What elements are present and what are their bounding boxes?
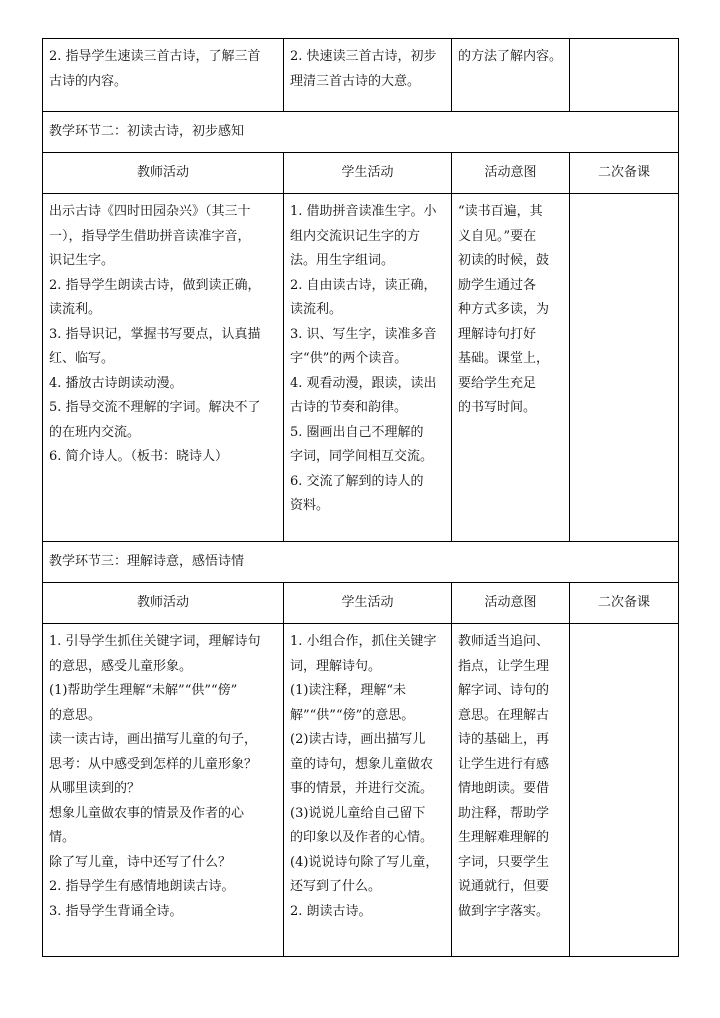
text-line: 1. 借助拼音读准生字。小 [290, 204, 437, 219]
text-line: 的意思。 [49, 707, 102, 723]
header-student-activity: 学生活动 [284, 153, 452, 194]
text-line: 词，理解诗句。 [290, 658, 382, 674]
teacher-activity-cell [43, 194, 284, 542]
text-line: 6. 交流了解到的诗人的 [290, 473, 424, 489]
header-activity-intent: 活动意图 [452, 583, 570, 624]
text-line: 的方法了解内容。 [458, 49, 563, 64]
header-teacher-activity: 教师活动 [43, 583, 284, 624]
section-title: 教学环节二：初读古诗，初步感知 [43, 112, 679, 153]
second-preparation-cell [570, 39, 679, 112]
text-line: 古诗的节奏和韵律。 [290, 400, 408, 415]
header-activity-intent: 活动意图 [452, 153, 570, 194]
text-line: 解字词、诗句的 [458, 683, 550, 698]
text-line: 解”“供”“傍”的意思。 [290, 707, 415, 723]
text-line: 2. 朗读古诗。 [290, 903, 372, 919]
text-line: 童的诗句，想象儿童做农 [290, 756, 434, 772]
text-line: 5. 圈画出自己不理解的 [290, 424, 424, 440]
text-line: (1)帮助学生理解“未解”“供”“傍” [49, 683, 238, 698]
text-line: 1. 引导学生抓住关键字词，理解诗句 [49, 634, 261, 649]
text-line: 还写到了什么。 [290, 879, 382, 894]
header-row [43, 583, 679, 624]
text-line: 一），指导学生借助拼音读准字音， [49, 228, 251, 244]
header-second-preparation: 二次备课 [570, 583, 679, 624]
section-title-row [43, 542, 679, 583]
text-line: 除了写儿童，诗中还写了什么？ [49, 854, 232, 870]
text-line: 1. 小组合作，抓住关键字 [290, 634, 437, 649]
text-line: 做到字字落实。 [458, 903, 550, 919]
section-title-row [43, 112, 679, 153]
table-row [43, 624, 679, 957]
text-line: 读一读古诗，画出描写儿童的句子， [49, 732, 258, 747]
header-teacher-activity: 教师活动 [43, 153, 284, 194]
text-line: 古诗的内容。 [49, 73, 128, 89]
text-line: 组内交流识记生字的方 [290, 228, 421, 244]
text-line: 初读的时候，鼓 [458, 253, 550, 268]
text-line: “读书百遍，其 [458, 204, 543, 219]
text-line: (4)说说诗句除了写儿童， [290, 854, 439, 870]
header-student-activity: 学生活动 [284, 583, 452, 624]
text-line: (2)读古诗，画出描写儿 [290, 732, 426, 747]
text-line: 字“供”的两个读音。 [290, 351, 408, 366]
text-line: 想象儿童做农事的情景及作者的心 [49, 805, 245, 821]
text-line: 种方式多读，为 [458, 302, 550, 317]
activity-intent-cell [452, 39, 570, 112]
table-row [43, 39, 679, 112]
student-activity-cell [284, 194, 452, 542]
student-activity-cell [284, 39, 452, 112]
text-line: 励学生通过各 [458, 277, 537, 293]
text-line: 2. 指导学生有感情地朗读古诗。 [49, 879, 235, 894]
text-line: 诗的基础上，再 [458, 732, 550, 747]
text-line: 理清三首古诗的大意。 [290, 73, 421, 89]
text-line: 6. 简介诗人。（板书：晓诗人） [49, 449, 229, 464]
text-line: 的书写时间。 [458, 400, 537, 415]
text-line: 识记生字。 [49, 253, 115, 268]
text-line: 理解诗句打好 [458, 326, 537, 342]
text-line: (3)说说儿童给自己留下 [290, 805, 426, 821]
text-line: 思考：从中感受到怎样的儿童形象？ [49, 756, 258, 772]
text-line: 助注释，帮助学 [458, 805, 550, 821]
text-line: 3. 识、写生字，读准多音 [290, 326, 437, 342]
text-line: 的印象以及作者的心情。 [290, 830, 434, 845]
text-line: 义自见。”要在 [458, 228, 537, 244]
activity-intent-cell [452, 194, 570, 542]
text-line: 2. 自由读古诗，读正确， [290, 277, 437, 293]
activity-intent-cell [452, 624, 570, 957]
text-line: 4. 观看动漫，跟读，读出 [290, 375, 437, 391]
student-activity-cell [284, 624, 452, 957]
text-line: 读流利。 [49, 302, 102, 317]
header-second-preparation: 二次备课 [570, 153, 679, 194]
text-line: 法。用生字组词。 [290, 253, 395, 268]
text-line: 3. 指导学生背诵全诗。 [49, 903, 183, 919]
text-line: 2. 快速读三首古诗，初步 [290, 49, 437, 64]
text-line: 从哪里读到的？ [49, 781, 141, 796]
second-preparation-cell [570, 624, 679, 957]
text-line: 4. 播放古诗朗读动漫。 [49, 375, 183, 391]
header-row [43, 153, 679, 194]
text-line: 情。 [49, 830, 76, 845]
text-line: 基础。课堂上， [458, 351, 550, 366]
text-line: 的意思，感受儿童形象。 [49, 658, 193, 674]
teacher-activity-cell [43, 39, 284, 112]
text-line: 5. 指导交流不理解的字词。解决不了 [49, 400, 261, 415]
second-preparation-cell [570, 194, 679, 542]
text-line: 字词，同学间相互交流。 [290, 449, 434, 464]
teacher-activity-cell [43, 624, 284, 957]
text-line: 读流利。 [290, 302, 343, 317]
text-line: 教师适当追问、 [458, 634, 550, 649]
text-line: 红、临写。 [49, 351, 115, 366]
lesson-plan-page [42, 38, 678, 957]
text-line: 字词，只要学生 [458, 854, 550, 870]
text-line: 生理解难理解的 [458, 830, 550, 845]
text-line: 2. 指导学生朗读古诗，做到读正确， [49, 277, 261, 293]
text-line: 情地朗读。要借 [458, 781, 550, 796]
text-line: 的在班内交流。 [49, 424, 141, 440]
text-line: 3. 指导识记，掌握书写要点，认真描 [49, 326, 261, 342]
text-line: 2. 指导学生速读三首古诗，了解三首 [49, 49, 261, 64]
lesson-plan-table [42, 38, 679, 957]
text-line: 要给学生充足 [458, 375, 537, 391]
text-line: 事的情景，并进行交流。 [290, 781, 434, 796]
text-line: (1)读注释，理解“未 [290, 683, 407, 698]
text-line: 说通就行，但要 [458, 879, 550, 894]
section-title: 教学环节三：理解诗意，感悟诗情 [43, 542, 679, 583]
text-line: 出示古诗《四时田园杂兴》（其三十 [49, 204, 251, 219]
text-line: 资料。 [290, 498, 330, 513]
text-line: 指点，让学生理 [458, 658, 550, 674]
text-line: 让学生进行有感 [458, 756, 550, 772]
text-line: 意思。在理解古 [458, 707, 550, 723]
table-row [43, 194, 679, 542]
